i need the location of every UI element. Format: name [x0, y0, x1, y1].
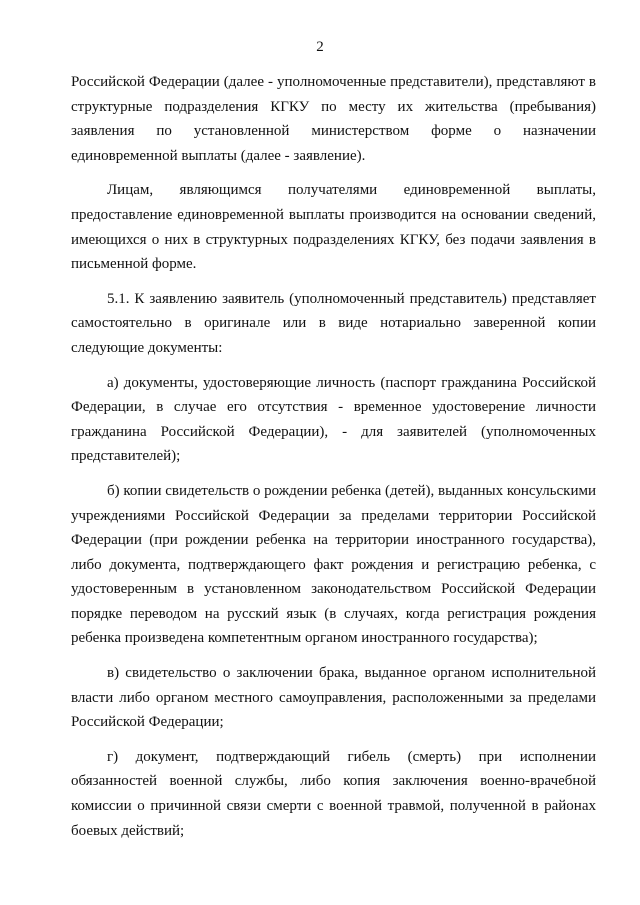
paragraph-representatives-submit: Российской Федерации (далее - уполномоченные представители), представляют в структурные подразделения КГКУ по месту их жительства (пребывания) заявления по установленной министерством форме о назначении единовременной выплаты (далее - заявление).	[71, 74, 596, 164]
document-body	[71, 70, 596, 853]
list-item-c-marriage-certificate: в) свидетельство о заключении брака, выданное органом исполнительной власти либо органом местного самоуправления, расположенными за пределами Российской Федерации;	[71, 665, 596, 731]
list-item-b-birth-certificates: б) копии свидетельств о рождении ребенка (детей), выданных консульскими учреждениями Российской Федерации за пределами территории Российской Федерации (при рождении ребенка на территории иностранного государства), либо документа, подтверждающего факт рождения и регистрацию ребенка, с удостоверенным в установленном законодательством Российской Федерации порядке переводом на русский язык (в случаях, когда регистрация рождения ребенка произведена компетентным органом иностранного государства);	[71, 482, 597, 647]
page-number: 2	[316, 39, 324, 55]
list-item-d-death-confirmation: г) документ, подтверждающий гибель (смерть) при исполнении обязанностей военной службы, либо копия заключения военно-врачебной комиссии о причинной связи смерти с военной травмой, полученной в районах боевых действий;	[71, 748, 596, 839]
paragraph-5-1-required-documents: 5.1. К заявлению заявитель (уполномоченный представитель) представляет самостоятельно в оригинале или в виде нотариально заверенной копии следующие документы:	[71, 290, 596, 356]
paragraph-recipients-without-application: Лицам, являющимся получателями единовременной выплаты, предоставление единовременной выплаты производится на основании сведений, имеющихся о них в структурных подразделениях КГКУ, без подачи заявления в письменной форме.	[71, 182, 596, 273]
list-item-a-identity-documents: а) документы, удостоверяющие личность (паспорт гражданина Российской Федерации, в случае его отсутствия - временное удостоверение личности гражданина Российской Федерации), - для заявителей (уполномоченных представителей);	[71, 374, 596, 465]
